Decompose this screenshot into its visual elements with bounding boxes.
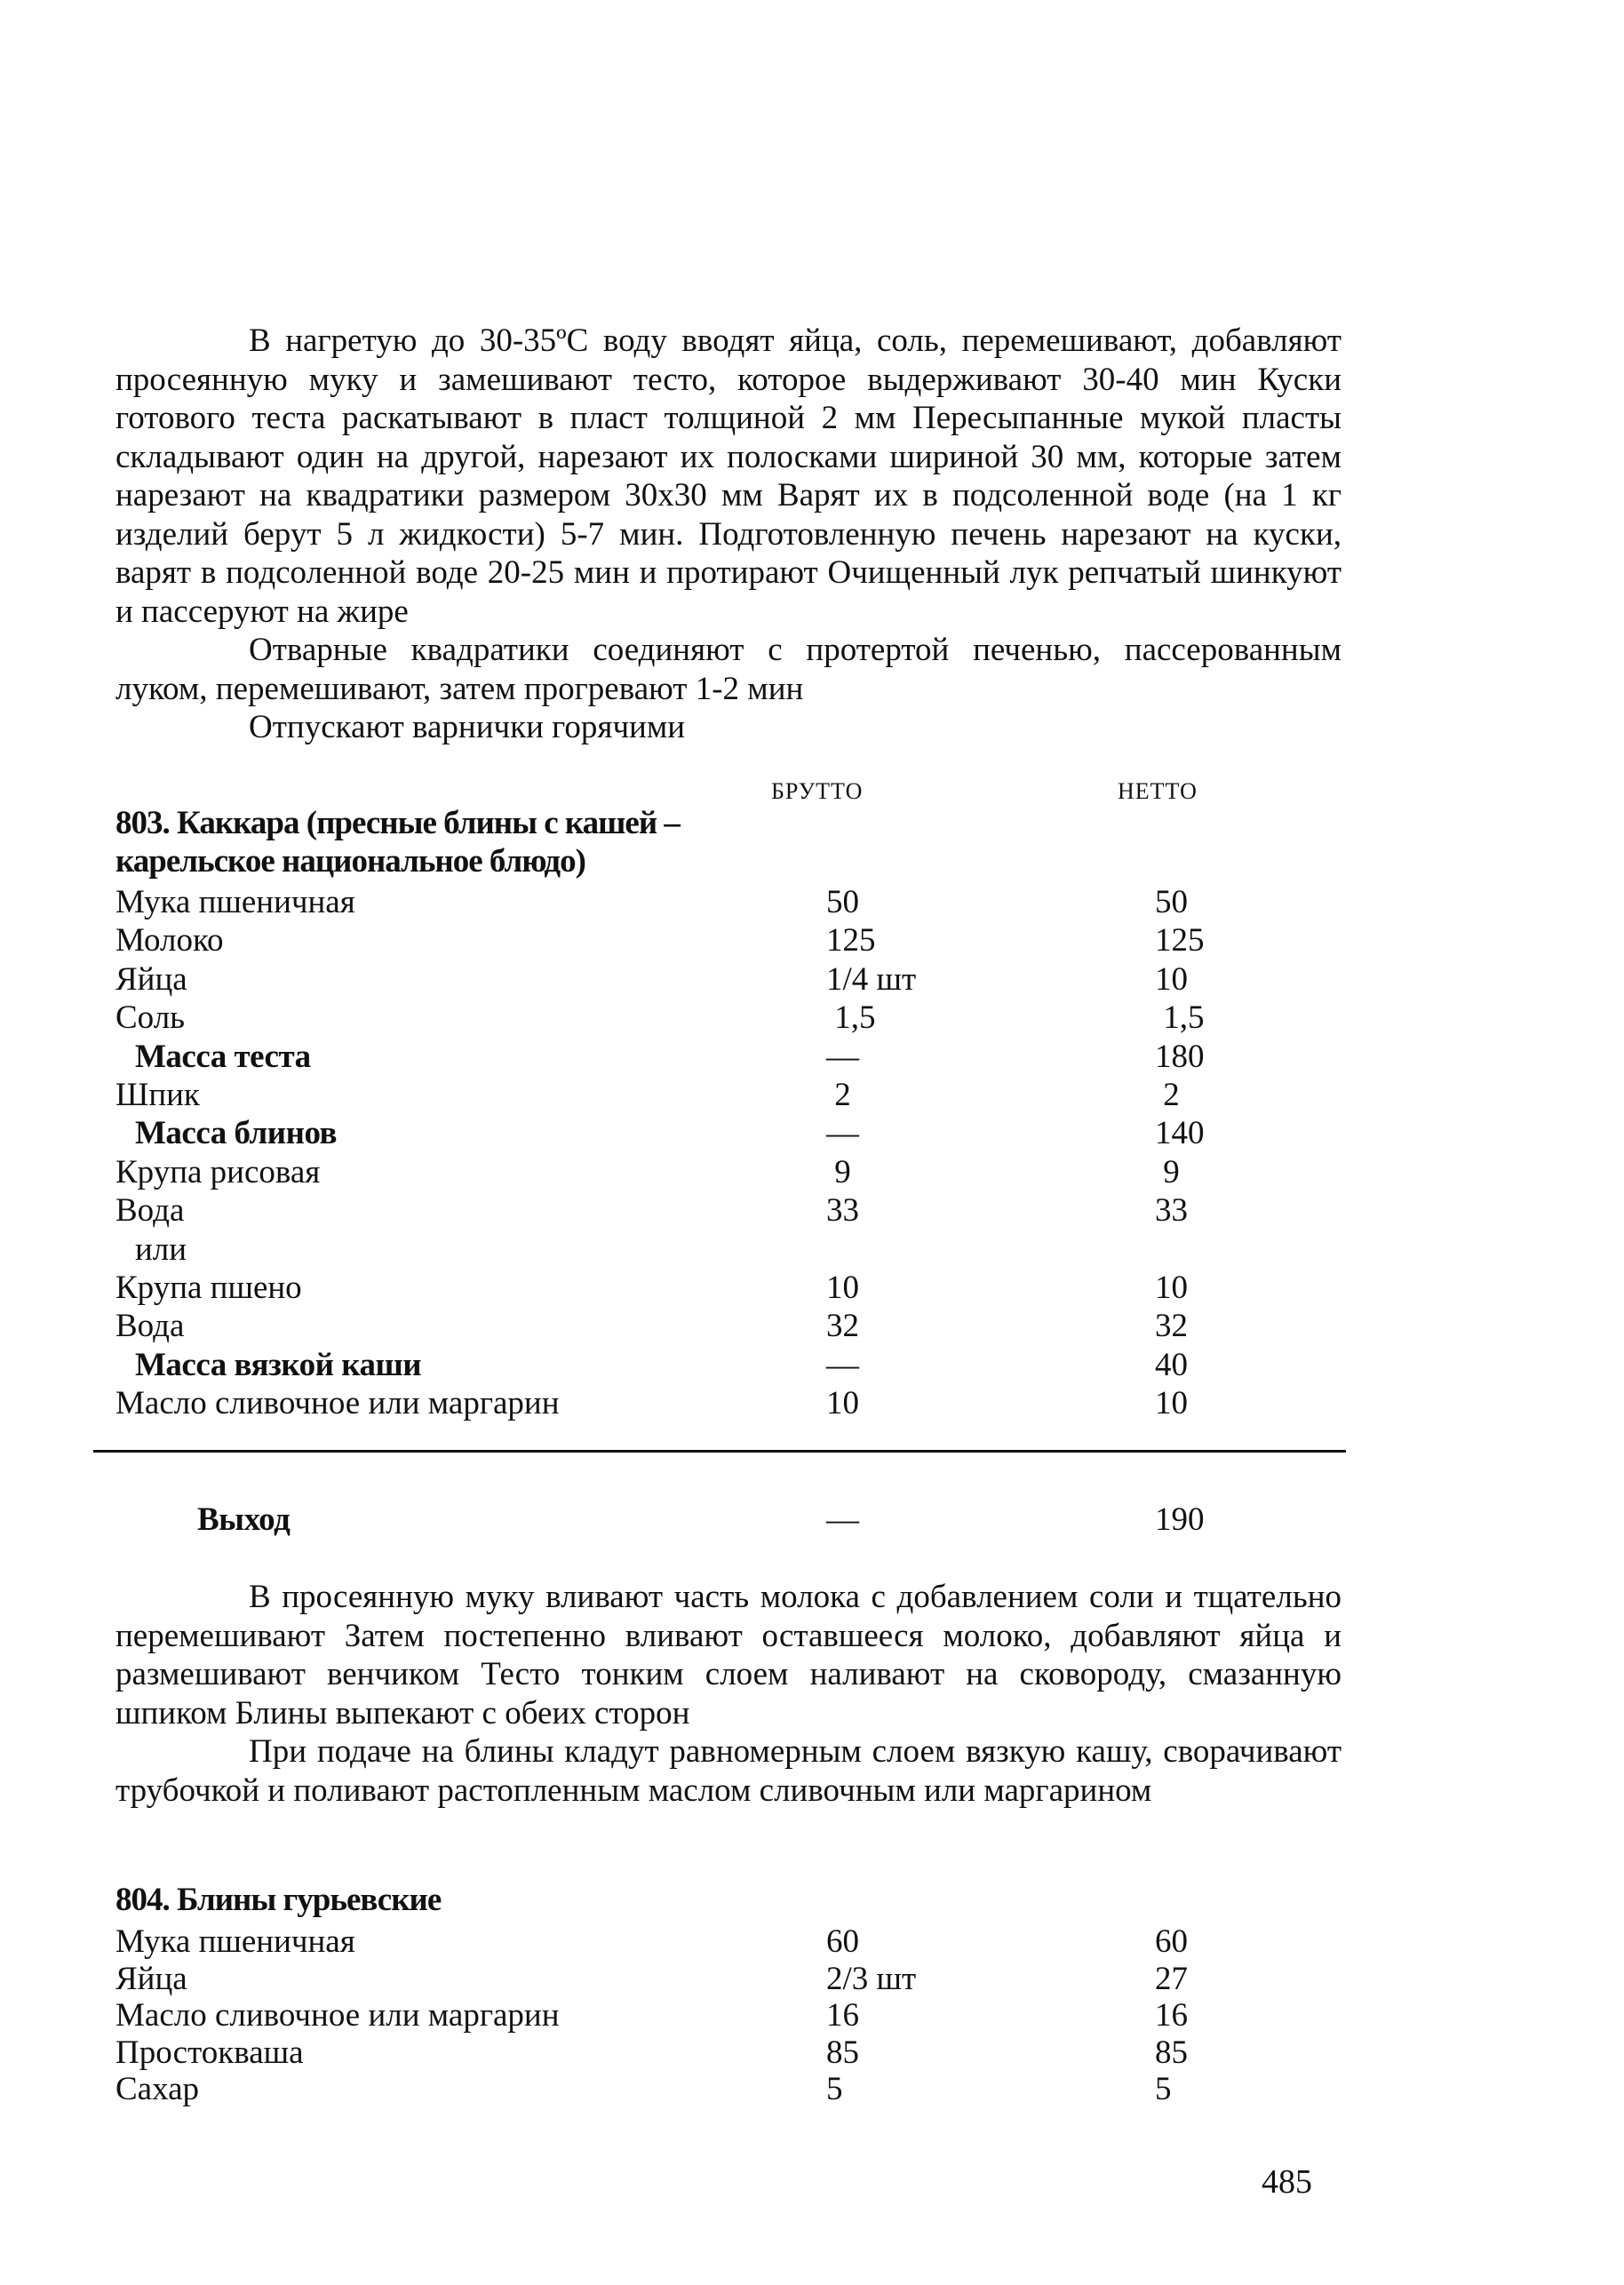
ingredient-brutto: 33 <box>826 1192 859 1230</box>
ingredient-name: Вода <box>115 1192 185 1230</box>
ingredient-name: Мука пшеничная <box>115 884 355 920</box>
recipe-803-method <box>115 1578 1341 1810</box>
intro-paragraph-2: Отварные квадратики соединяют с протертой печенью, пассерованным луком, перемешивают, затем прогревают 1-2 мин <box>115 632 1341 707</box>
ingredient-name: Мука пшеничная <box>115 1923 355 1960</box>
ingredient-netto: 9 <box>1155 1153 1180 1190</box>
intro-text <box>115 322 1341 747</box>
ingredient-netto: 10 <box>1155 1385 1188 1422</box>
ingredient-netto: 32 <box>1155 1308 1188 1345</box>
ingredient-name: Крупа рисовая <box>115 1153 321 1190</box>
column-header-netto: НЕТТО <box>1118 778 1198 804</box>
intro-paragraph-1: В нагретую до 30-35ºС воду вводят яйца, соль, перемешивают, добавляют просеянную муку и замешивают тесто, которое выдерживают 30-40 мин Куски готового теста раскатывают в пласт толщиной 2 мм Пересыпанные мукой пласты складывают один на другой, нарезают их полосками шириной 30 мм, которые затем нарезают на квадратики размером 30х30 мм Варят их в подсоленной воде (на 1 кг изделий берут 5 л жидкости) 5-7 мин. Подготовленную печень нарезают на куски, варят в подсоленной воде 20-25 мин и протирают Очищенный лук репчатый шинкуют и пассеруют на жире <box>115 322 1341 630</box>
recipe-804-title: 804. Блины гурьевские <box>115 1882 442 1918</box>
recipe-803-method-paragraph-2: При подаче на блины кладут равномерным слоем вязкую кашу, сворачивают трубочкой и поливают растопленным маслом сливочным или маргарином <box>115 1733 1341 1809</box>
ingredient-netto: 50 <box>1155 884 1188 920</box>
ingredient-row <box>115 1038 1270 1076</box>
ingredient-name: Масло сливочное или маргарин <box>115 1385 560 1422</box>
ingredient-row <box>115 883 1270 921</box>
ingredient-name: Молоко <box>115 922 224 959</box>
ingredient-brutto: 2 <box>826 1077 851 1113</box>
ingredient-name: или <box>135 1230 187 1268</box>
ingredient-name: Яйца <box>115 1960 187 1997</box>
ingredient-brutto: 1/4 шт <box>826 960 917 998</box>
ingredient-brutto: 5 <box>826 2071 843 2107</box>
ingredient-brutto: 9 <box>826 1153 851 1190</box>
ingredient-row <box>115 2034 1270 2072</box>
ingredient-brutto: 10 <box>826 1270 859 1306</box>
ingredient-row <box>115 1269 1270 1307</box>
ingredient-row <box>115 1996 1270 2034</box>
ingredient-row <box>115 1923 1270 1961</box>
recipe-803-title-line-2: карельское национальное блюдо) <box>115 843 585 880</box>
ingredient-name: Вода <box>115 1308 185 1345</box>
ingredient-brutto: — <box>826 1115 859 1152</box>
ingredient-brutto: 85 <box>826 2034 859 2071</box>
ingredient-netto: 140 <box>1155 1115 1205 1152</box>
ingredient-brutto: — <box>826 1346 859 1383</box>
ingredient-brutto: 2/3 шт <box>826 1960 917 1997</box>
separator-line <box>93 1450 1346 1453</box>
ingredient-netto: 2 <box>1155 1077 1180 1113</box>
ingredient-netto: 60 <box>1155 1923 1188 1960</box>
yield-brutto: — <box>826 1501 859 1538</box>
ingredient-row <box>115 1307 1270 1345</box>
recipe-803-method-paragraph-1: В просеянную муку вливают часть молока с добавлением соли и тщательно перемешивают Затем постепенно вливают оставшееся молоко, добавляют яйца и размешивают венчиком Тесто тонким слоем наливают на сковороду, смазанную шпиком Блины выпекают с обеих сторон <box>115 1579 1341 1732</box>
ingredient-row <box>115 1230 1270 1269</box>
ingredient-name: Масса вязкой каши <box>135 1346 422 1383</box>
ingredient-name: Соль <box>115 999 186 1037</box>
ingredient-netto: 5 <box>1155 2071 1172 2107</box>
ingredient-brutto: 16 <box>826 1997 859 2034</box>
ingredient-name: Крупа пшено <box>115 1270 302 1306</box>
ingredient-netto: 1,5 <box>1155 999 1205 1037</box>
ingredient-row <box>115 921 1270 959</box>
ingredient-brutto: 10 <box>826 1385 859 1422</box>
ingredient-row <box>115 960 1270 999</box>
ingredient-row <box>115 1191 1270 1230</box>
ingredient-netto: 10 <box>1155 960 1188 998</box>
yield-netto: 190 <box>1155 1501 1205 1538</box>
recipe-803-title-line-1: 803. Каккара (пресные блины с кашей – <box>115 805 680 841</box>
ingredient-row <box>115 1114 1270 1152</box>
ingredient-row <box>115 1153 1270 1191</box>
ingredient-brutto: 1,5 <box>826 999 876 1037</box>
ingredient-netto: 16 <box>1155 1997 1188 2034</box>
ingredient-brutto: 125 <box>826 922 876 959</box>
yield-row <box>115 1501 1270 1539</box>
ingredient-row <box>115 2070 1270 2108</box>
intro-paragraph-3: Отпускают варнички горячими <box>249 709 686 745</box>
ingredient-row <box>115 1076 1270 1114</box>
ingredient-name: Яйца <box>115 960 187 998</box>
column-header-brutto: БРУТТО <box>771 778 864 804</box>
ingredient-name: Шпик <box>115 1077 200 1113</box>
ingredient-row <box>115 1384 1270 1422</box>
ingredient-name: Сахар <box>115 2071 200 2107</box>
page-number: 485 <box>1262 2163 1312 2201</box>
ingredient-row <box>115 1960 1270 1998</box>
ingredient-netto: 27 <box>1155 1960 1188 1997</box>
ingredient-brutto: 32 <box>826 1308 859 1345</box>
ingredient-brutto: 50 <box>826 884 859 920</box>
ingredient-name: Простокваша <box>115 2034 304 2071</box>
ingredient-row <box>115 999 1270 1037</box>
ingredient-name: Масса блинов <box>135 1115 338 1152</box>
ingredient-netto: 85 <box>1155 2034 1188 2071</box>
yield-label: Выход <box>197 1501 291 1538</box>
ingredient-netto: 33 <box>1155 1192 1188 1230</box>
ingredient-netto: 10 <box>1155 1270 1188 1306</box>
ingredient-row <box>115 1346 1270 1384</box>
ingredient-netto: 180 <box>1155 1038 1205 1075</box>
ingredient-brutto: — <box>826 1038 859 1075</box>
ingredient-netto: 40 <box>1155 1346 1188 1383</box>
ingredient-name: Масса теста <box>135 1038 311 1075</box>
ingredient-name: Масло сливочное или маргарин <box>115 1997 560 2034</box>
ingredient-netto: 125 <box>1155 922 1205 959</box>
ingredient-brutto: 60 <box>826 1923 859 1960</box>
